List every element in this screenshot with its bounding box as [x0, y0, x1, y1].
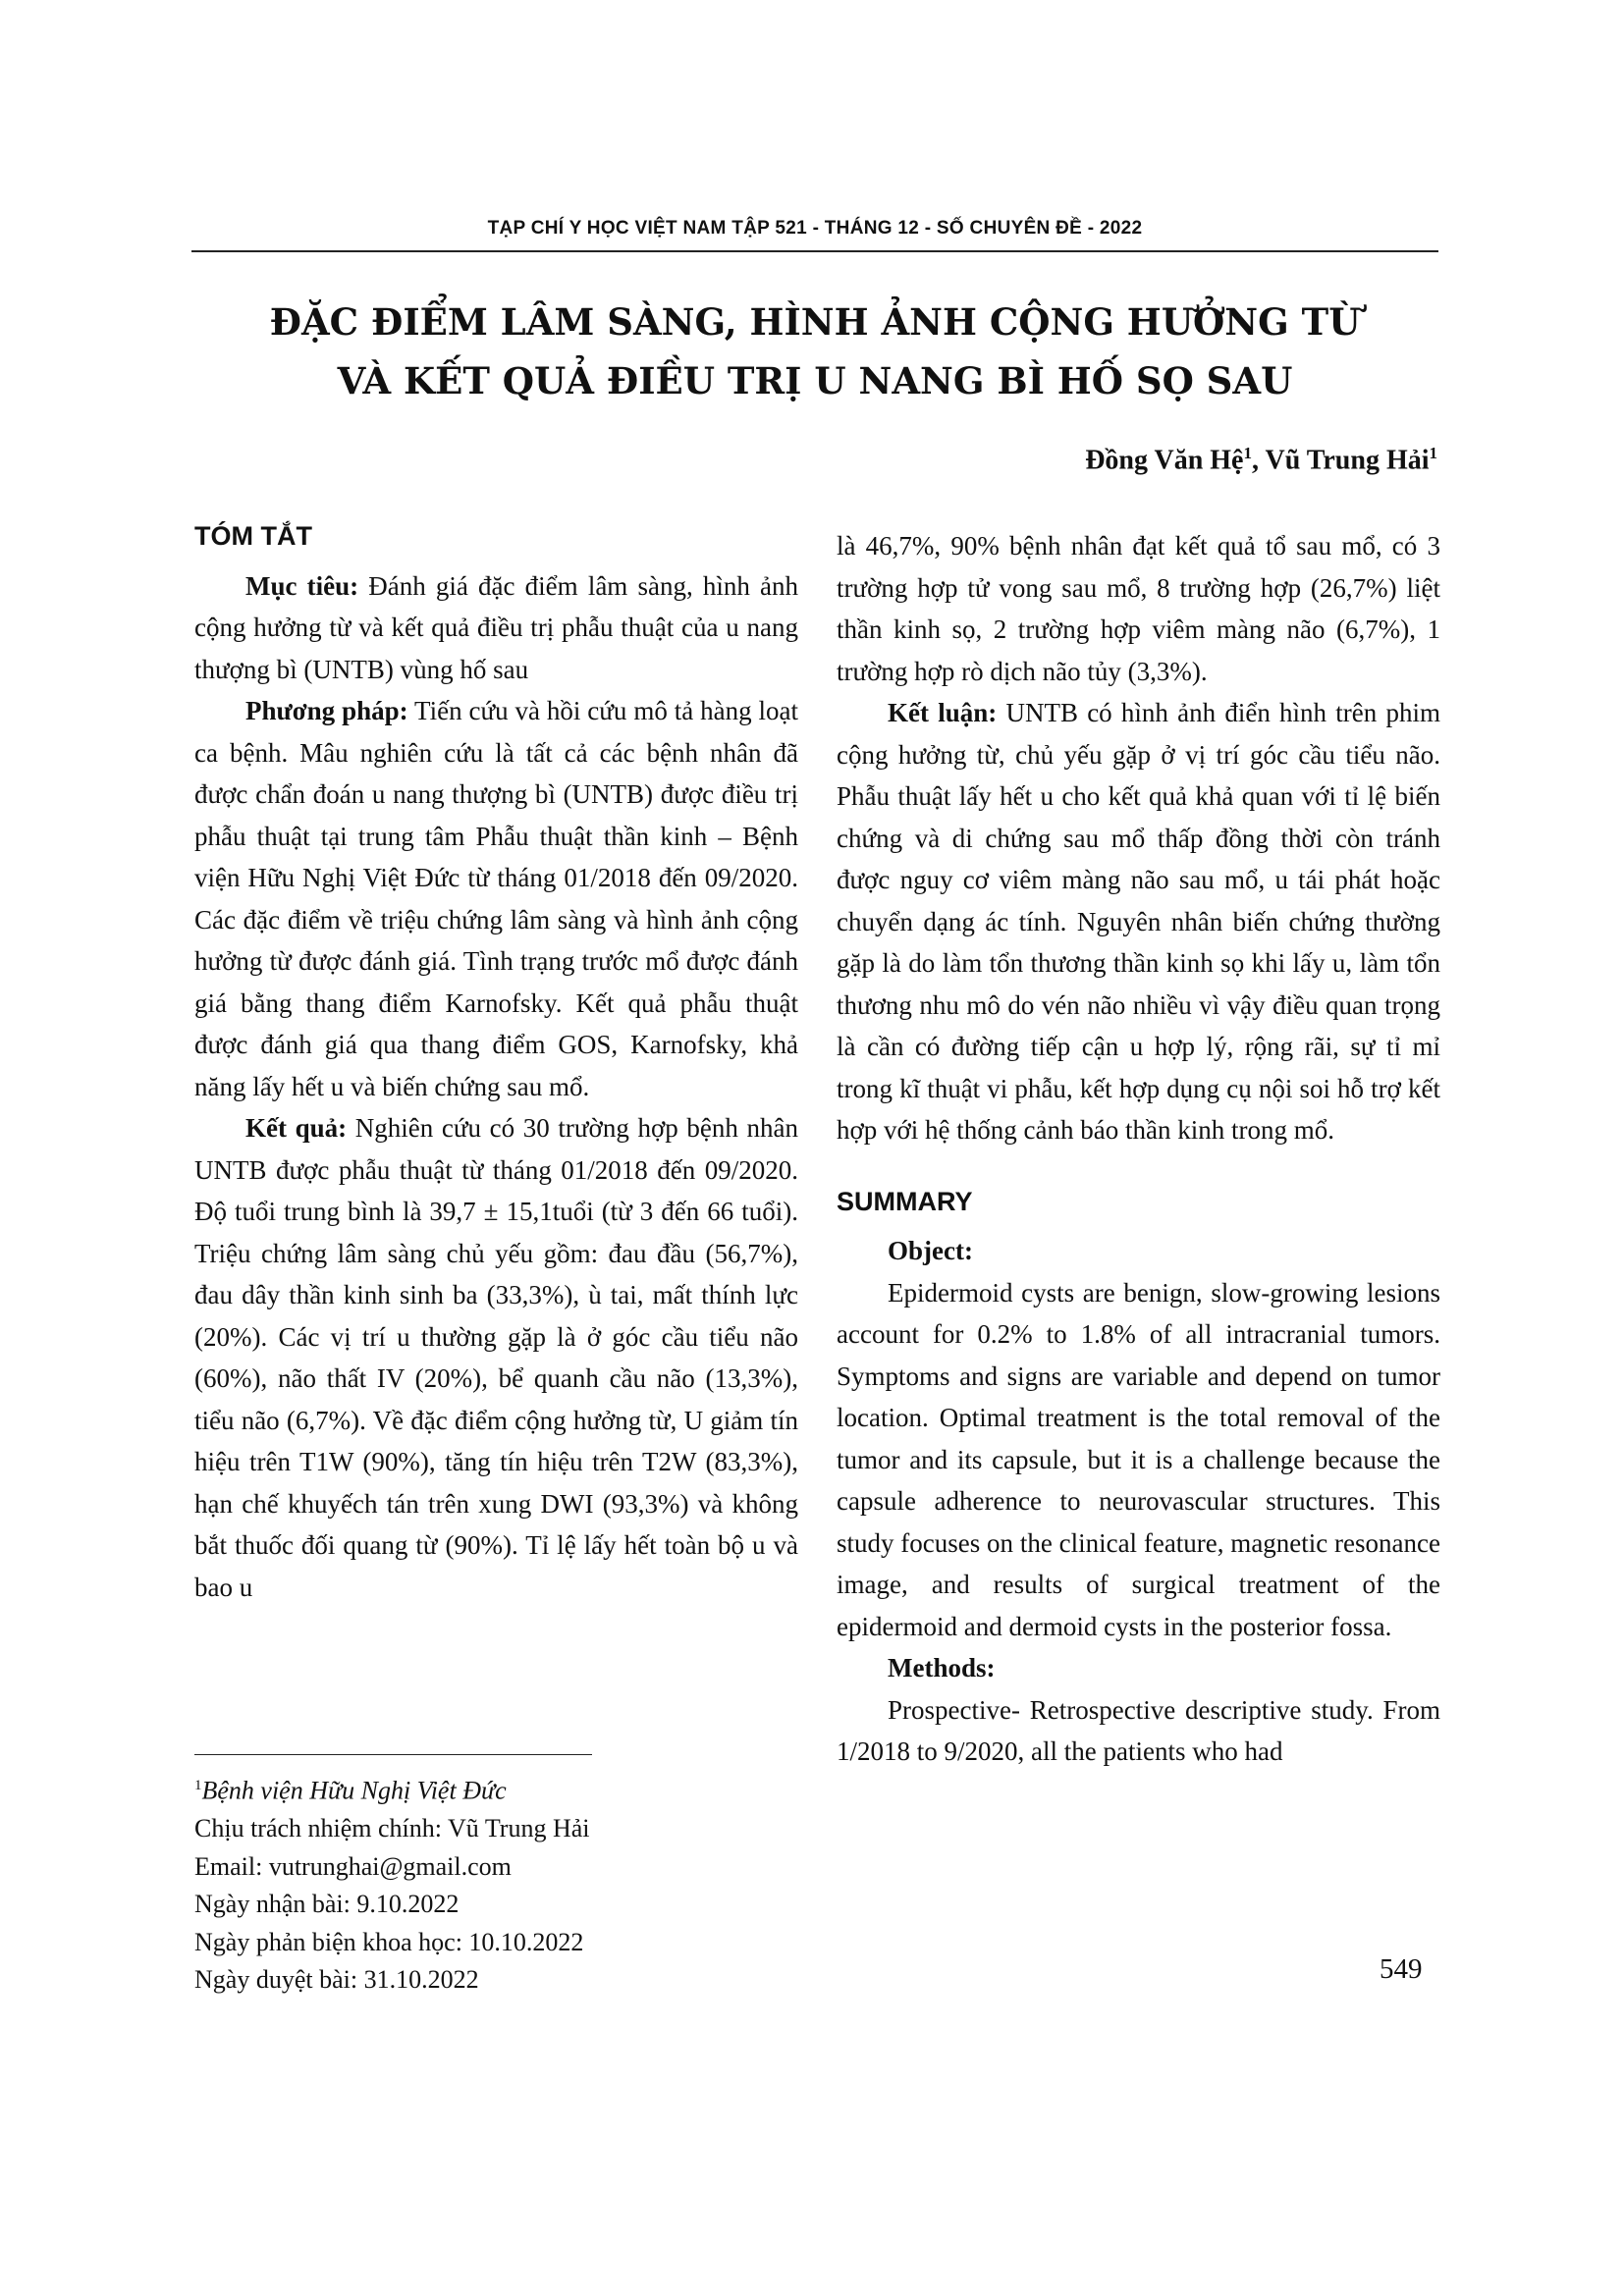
method-text: Tiến cứu và hồi cứu mô tả hàng loạt ca bệnh. Mâu nghiên cứu là tất cả các bệnh nhân đã được chẩn đoán u nang thượng bì (UNTB) được điều trị phẫu thuật tại trung tâm Phẫu thuật thần kinh – Bệnh viện Hữu Nghị Việt Đức từ tháng 01/2018 đến 09/2020. Các đặc điểm về triệu chứng lâm sàng và hình ảnh cộng hưởng từ được đánh giá. Tình trạng trước mổ được đánh giá bằng thang điểm Karnofsky. Kết quả phẫu thuật được đánh giá qua thang điểm GOS, Karnofsky, khả năng lấy hết u và biến chứng sau mổ.	[194, 696, 798, 1101]
objective-text: Đánh giá đặc điểm lâm sàng, hình ảnh cộng hưởng từ và kết quả điều trị phẫu thuật của u nang thượng bì (UNTB) vùng hố sau	[194, 570, 798, 684]
author-1: Đồng Văn Hệ	[1085, 445, 1244, 476]
affiliation-mark: 1	[194, 1778, 202, 1793]
accepted-date: Ngày duyệt bài: 31.10.2022	[194, 1965, 479, 1995]
section-gap	[837, 1151, 1440, 1181]
result-text-part-1: Nghiên cứu có 30 trường hợp bệnh nhân UNTB được phẫu thuật từ tháng 01/2018 đến 09/2020. Độ tuổi trung bình là 39,7 ± 15,1tuổi (từ 3 đến 66 tuổi). Triệu chứng lâm sàng chủ yếu gồm: đau đầu (56,7%), đau dây thần kinh sinh ba (33,3%), ù tai, mất thính lực (20%). Các vị trí u thường gặp là ở góc cầu tiểu não (60%), não thất IV (20%), bể quanh cầu não (13,3%), tiểu não (6,7%). Về đặc điểm cộng hưởng từ, U giảm tín hiệu trên T1W (90%), tăng tín hiệu trên T2W (83,3%), hạn chế khuyếch tán trên xung DWI (93,3%) và không bắt thuốc đối quang từ (90%). Tỉ lệ lấy hết toàn bộ u và bao u	[194, 1113, 798, 1602]
abstract-heading-vi: TÓM TẮT	[194, 521, 312, 551]
author-list	[1085, 444, 1437, 476]
affiliation-footnote	[194, 1767, 798, 1810]
method-label: Phương pháp:	[245, 696, 408, 725]
title-line-1: ĐẶC ĐIỂM LÂM SÀNG, HÌNH ẢNH CỘNG HƯỞNG TỪ	[269, 300, 1361, 344]
result-text-part-2: là 46,7%, 90% bệnh nhân đạt kết quả tổ sau mổ, có 3 trường hợp tử vong sau mổ, 8 trường hợp (26,7%) liệt thần kinh sọ, 2 trường hợp viêm màng não (6,7%), 1 trường hợp rò dịch não tủy (3,3%).	[837, 531, 1440, 686]
title-line-2: VÀ KẾT QUẢ ĐIỀU TRỊ U NANG BÌ HỐ SỌ SAU	[337, 359, 1293, 402]
object-label: Object:	[888, 1236, 973, 1265]
author-2: Vũ Trung Hải	[1265, 445, 1430, 476]
objective-label: Mục tiêu:	[245, 570, 359, 601]
objective-paragraph	[194, 565, 798, 691]
object-paragraph: Epidermoid cysts are benign, slow-growing lesions account for 0.2% to 1.8% of all intracranial tumors. Symptoms and signs are variable and depend on tumor location. Optimal treatment is the total removal of the tumor and its capsule, but it is a challenge because the capsule adherence to neurovascular structures. This study focuses on the clinical feature, magnetic resonance image, and results of surgical treatment of the epidermoid and dermoid cysts in the posterior fossa.	[837, 1277, 1440, 1641]
author-separator: ,	[1251, 445, 1266, 476]
page-number: 549	[1380, 1953, 1423, 1985]
conclusion-label: Kết luận:	[888, 698, 998, 727]
result-paragraph	[194, 1107, 798, 1608]
article-title	[191, 293, 1438, 410]
methods-label: Methods:	[888, 1653, 996, 1682]
journal-header: TẠP CHÍ Y HỌC VIỆT NAM TẬP 521 - THÁNG 12 - SỐ CHUYÊN ĐỀ - 2022	[487, 218, 1143, 239]
review-date: Ngày phản biện khoa học: 10.10.2022	[194, 1927, 584, 1956]
footnotes	[194, 1767, 798, 2000]
corresponding-author: Chịu trách nhiệm chính: Vũ Trung Hải	[194, 1814, 590, 1843]
affiliation-text: Bệnh viện Hữu Nghị Việt Đức	[201, 1776, 507, 1805]
footnote-rule	[194, 1754, 592, 1755]
result-label: Kết quả:	[245, 1113, 348, 1143]
right-column	[837, 525, 1440, 1773]
author-2-affiliation-mark: 1	[1429, 444, 1437, 462]
header-rule	[191, 250, 1438, 252]
email: Email: vutrunghai@gmail.com	[194, 1851, 512, 1881]
conclusion-text: UNTB có hình ảnh điển hình trên phim cộng hưởng từ, chủ yếu gặp ở vị trí góc cầu tiểu não. Phẫu thuật lấy hết u cho kết quả khả quan với tỉ lệ biến chứng và di chứng sau mổ thấp đồng thời còn tránh được nguy cơ viêm màng não sau mổ, u tái phát hoặc chuyển dạng ác tính. Nguyên nhân biến chứng thường gặp là do làm tổn thương thần kinh sọ khi lấy u, làm tổn thương nhu mô do vén não nhiều vì vậy điều quan trọng là cần có đường tiếp cận u hợp lý, rộng rãi, sự tỉ mỉ trong kĩ thuật vi phẫu, kết hợp dụng cụ nội soi hỗ trợ kết hợp với hệ thống cảnh báo thần kinh trong mổ.	[837, 698, 1440, 1145]
received-date: Ngày nhận bài: 9.10.2022	[194, 1890, 460, 1919]
left-column	[194, 515, 798, 1608]
methods-paragraph: Prospective- Retrospective descriptive study. From 1/2018 to 9/2020, all the patients who had	[837, 1694, 1440, 1766]
conclusion-paragraph	[837, 692, 1440, 1151]
author-1-affiliation-mark: 1	[1243, 444, 1252, 462]
summary-heading: SUMMARY	[837, 1186, 973, 1216]
method-paragraph	[194, 690, 798, 1107]
